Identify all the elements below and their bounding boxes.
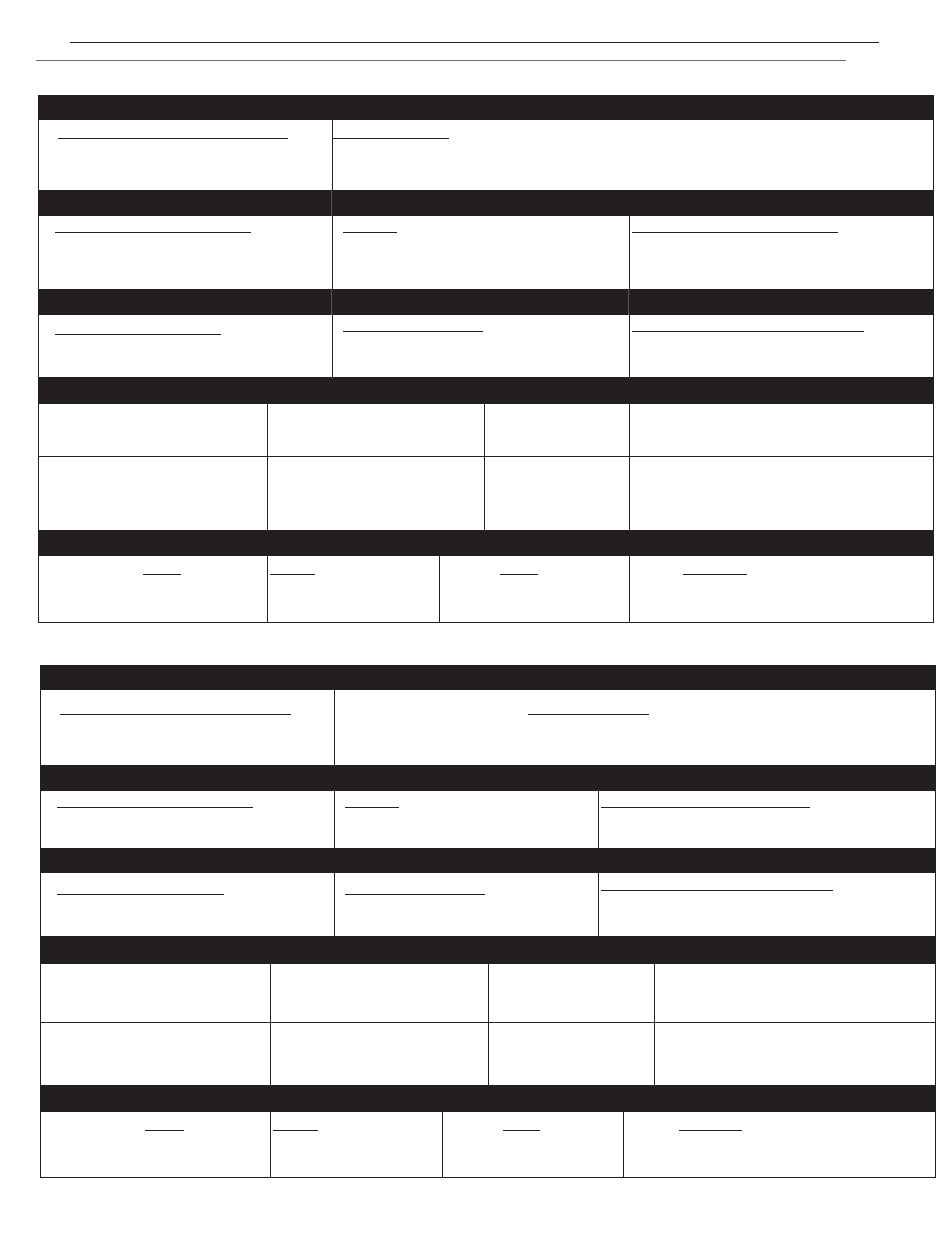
- field-row: [38, 216, 934, 290]
- field-cell[interactable]: [334, 791, 598, 848]
- field-cell[interactable]: [629, 556, 933, 622]
- field-label-underline: [333, 138, 449, 139]
- field-label-underline: [601, 890, 833, 891]
- field-cell[interactable]: [267, 404, 484, 456]
- field-cell[interactable]: [267, 556, 439, 622]
- field-label-underline: [60, 714, 291, 715]
- field-row: [40, 873, 936, 937]
- field-label-underline: [270, 574, 315, 575]
- section-header-band: [38, 95, 934, 120]
- section-header-band: [38, 531, 934, 556]
- field-cell[interactable]: [488, 1023, 654, 1085]
- field-cell[interactable]: [39, 457, 267, 530]
- field-label-underline: [57, 894, 224, 895]
- field-label-underline: [679, 1130, 742, 1131]
- field-label-underline: [632, 232, 838, 233]
- section-header-band: [40, 1086, 936, 1112]
- field-cell[interactable]: [484, 457, 629, 530]
- section-header-band: [38, 290, 934, 315]
- field-label-underline: [528, 714, 649, 715]
- field-row: [38, 556, 934, 623]
- field-label-underline: [145, 1130, 184, 1131]
- field-cell[interactable]: [332, 120, 933, 190]
- section-header-band: [40, 937, 936, 964]
- field-cell[interactable]: [484, 404, 629, 456]
- field-label-underline: [143, 574, 181, 575]
- field-cell[interactable]: [39, 315, 332, 377]
- field-cell[interactable]: [439, 556, 629, 622]
- field-cell[interactable]: [332, 315, 629, 377]
- field-label-underline: [57, 807, 253, 808]
- field-cell[interactable]: [270, 1112, 442, 1177]
- field-cell[interactable]: [442, 1112, 623, 1177]
- field-label-underline: [273, 1130, 318, 1131]
- field-row: [40, 964, 936, 1023]
- field-cell[interactable]: [332, 216, 629, 289]
- field-cell[interactable]: [41, 791, 334, 848]
- field-cell[interactable]: [488, 964, 654, 1022]
- field-cell[interactable]: [41, 964, 270, 1022]
- field-cell[interactable]: [654, 1023, 935, 1085]
- field-cell[interactable]: [270, 964, 488, 1022]
- field-label-underline: [683, 574, 747, 575]
- section-header-band: [40, 665, 936, 690]
- field-label-underline: [500, 574, 538, 575]
- field-cell[interactable]: [598, 791, 935, 848]
- field-cell[interactable]: [41, 873, 334, 936]
- field-cell[interactable]: [39, 556, 267, 622]
- field-row: [38, 457, 934, 531]
- field-row: [40, 1112, 936, 1178]
- header-rule-top: [70, 42, 879, 43]
- field-cell[interactable]: [629, 216, 933, 289]
- field-row: [38, 315, 934, 378]
- field-row: [40, 1023, 936, 1086]
- field-label-underline: [343, 232, 397, 233]
- field-cell[interactable]: [334, 873, 598, 936]
- field-row: [40, 791, 936, 849]
- section-header-band: [40, 849, 936, 873]
- band-divider: [331, 290, 332, 315]
- field-label-underline: [58, 138, 288, 139]
- field-cell[interactable]: [598, 873, 935, 936]
- field-label-underline: [343, 331, 483, 332]
- field-cell[interactable]: [629, 457, 933, 530]
- field-cell[interactable]: [334, 690, 935, 765]
- field-cell[interactable]: [39, 404, 267, 456]
- band-divider: [628, 290, 629, 315]
- field-cell[interactable]: [39, 216, 332, 289]
- field-cell[interactable]: [270, 1023, 488, 1085]
- header-rule-bottom: [36, 60, 846, 61]
- field-cell[interactable]: [629, 315, 933, 377]
- field-label-underline: [345, 807, 399, 808]
- field-cell[interactable]: [41, 690, 334, 765]
- section-header-band: [40, 766, 936, 791]
- section-header-band: [38, 378, 934, 404]
- form-block-1: [38, 95, 934, 623]
- form-block-2: [40, 665, 936, 1178]
- field-cell[interactable]: [623, 1112, 935, 1177]
- field-row: [38, 404, 934, 457]
- section-header-band: [38, 191, 934, 216]
- field-cell[interactable]: [267, 457, 484, 530]
- field-row: [40, 690, 936, 766]
- field-cell[interactable]: [41, 1112, 270, 1177]
- field-label-underline: [503, 1130, 540, 1131]
- field-row: [38, 120, 934, 191]
- field-label-underline: [601, 807, 810, 808]
- band-divider: [331, 191, 332, 216]
- field-label-underline: [632, 331, 864, 332]
- field-cell[interactable]: [654, 964, 935, 1022]
- field-cell[interactable]: [41, 1023, 270, 1085]
- field-label-underline: [55, 334, 221, 335]
- field-cell[interactable]: [39, 120, 332, 190]
- field-label-underline: [345, 894, 485, 895]
- field-cell[interactable]: [629, 404, 933, 456]
- field-label-underline: [55, 232, 251, 233]
